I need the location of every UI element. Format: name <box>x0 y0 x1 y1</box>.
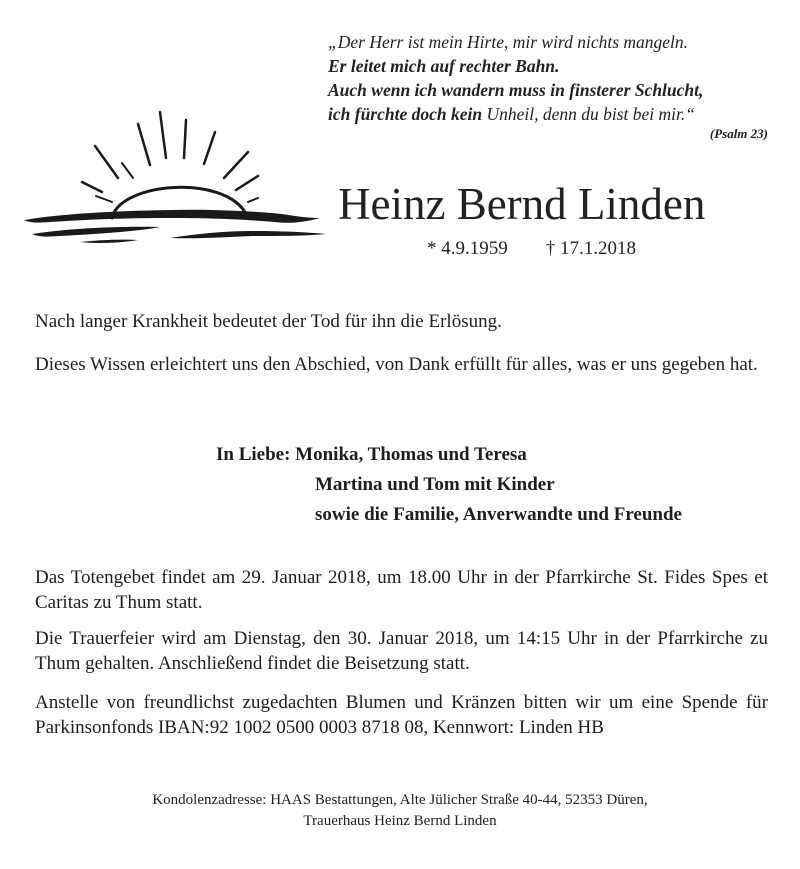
family-line-1: In Liebe: Monika, Thomas und Teresa <box>216 444 527 465</box>
birth-date: * 4.9.1959 <box>427 238 508 259</box>
quote-line-4-bold: ich fürchte doch kein <box>328 104 483 124</box>
paragraph-illness: Nach langer Krankheit bedeutet der Tod für ihn die Erlösung. <box>35 311 502 332</box>
family-signature <box>216 440 682 530</box>
sunrise-icon <box>20 110 340 260</box>
paragraph-donation: Anstelle von freundlichst zugedachten Blumen und Kränzen bitten wir um eine Spende für Parkinsonfonds IBAN:92 1002 0500 0003 8718 08, Kennwort: Linden HB <box>35 692 768 738</box>
quote-line-2 <box>328 54 768 78</box>
quote-source: (Psalm 23) <box>709 126 768 141</box>
life-dates <box>427 238 636 260</box>
footer-line-1: Kondolenzadresse: HAAS Bestattungen, Alte Jülicher Straße 40-44, 52353 Düren, <box>152 792 648 808</box>
quote-line-1: „Der Herr ist mein Hirte, mir wird nichts mangeln. <box>328 32 689 52</box>
quote-line-2-text: Er leitet mich auf rechter Bahn. <box>328 56 560 76</box>
footer-line-2: Trauerhaus Heinz Bernd Linden <box>303 813 497 829</box>
family-line-3: sowie die Familie, Anverwandte und Freunde <box>315 504 682 525</box>
quote-line-4-rest: Unheil, denn du bist bei mir.“ <box>482 104 696 124</box>
quote-line-3 <box>328 78 768 102</box>
deceased-name: Heinz Bernd Linden <box>338 179 706 229</box>
quote-line-4 <box>328 102 768 126</box>
paragraph-farewell: Dieses Wissen erleichtert uns den Abschied, von Dank erfüllt für alles, was er uns gegeben hat. <box>35 354 758 375</box>
family-line-2: Martina und Tom mit Kinder <box>315 474 555 495</box>
quote-line-3-text: Auch wenn ich wandern muss in finsterer Schlucht, <box>328 80 704 100</box>
death-date: † 17.1.2018 <box>545 238 636 259</box>
paragraph-funeral: Die Trauerfeier wird am Dienstag, den 30. Januar 2018, um 14:15 Uhr in der Pfarrkirche zu Thum gehalten. Anschließend findet die Beisetzung statt. <box>35 628 768 674</box>
paragraph-prayer: Das Totengebet findet am 29. Januar 2018, um 18.00 Uhr in der Pfarrkirche St. Fides Spes et Caritas zu Thum statt. <box>35 567 768 613</box>
psalm-quote <box>328 30 768 142</box>
condolence-address <box>0 790 800 832</box>
